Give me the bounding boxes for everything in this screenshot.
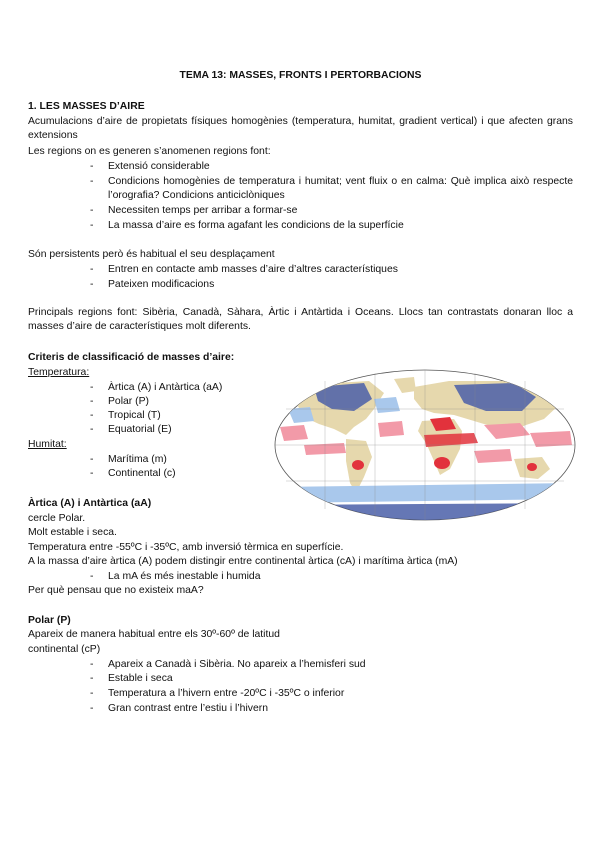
air-mass-mT-atlantic [378,421,404,437]
air-mass-mT-east [530,431,572,447]
polar-heading: Polar (P) [28,615,71,626]
bullet-dash: - [90,264,94,275]
air-mass-cT-southafrica [434,457,450,469]
bullet-dash: - [90,279,94,290]
air-mass-cT-australia [527,463,537,471]
air-mass-mT-south [474,449,512,463]
bullet-dash: - [90,205,94,216]
regions-intro: Les regions on es generen s’anomenen regions font: [28,146,271,157]
polar-line: Apareix de manera habitual entre els 30º-60º de latitud [28,629,280,640]
air-masses-world-map [274,369,576,521]
air-mass-mP-atlantic [374,397,400,413]
bullet-dash: - [90,659,94,670]
air-mass-cT-southamerica [352,460,364,470]
arctic-heading: Àrtica (A) i Antàrtica (aA) [28,498,152,509]
bullet-dash: - [90,571,94,582]
bullet-dash: - [90,161,94,172]
arctic-line: cercle Polar. [28,513,86,524]
bullet-dash: - [90,424,94,435]
bullet-dash: - [90,468,94,479]
bullet-dash: - [90,688,94,699]
list-item: - Condicions homogènies de temperatura i humitat; vent fluix o en calma: Què implica això respecte l’orografia? Condicions anticiclòniques [90,176,573,201]
humidity-label: Humitat: [28,439,67,450]
bullet-dash: - [90,673,94,684]
temperature-label: Temperatura: [28,367,90,378]
section-heading-masses-aire: 1. LES MASSES D’AIRE [28,101,145,112]
polar-line: continental (cP) [28,644,101,655]
intro-paragraph: Acumulacions d’aire de propietats físiques homogènies (temperatura, humitat, gradient vertical) i que afecten grans extensions [28,116,573,141]
arctic-line: Molt estable i seca. [28,527,117,538]
bullet-dash: - [90,396,94,407]
arctic-question: Per què pensau que no existeix maA? [28,585,204,596]
page-title: TEMA 13: MASSES, FRONTS I PERTORBACIONS [179,70,422,81]
bullet-dash: - [90,454,94,465]
arctic-line: Temperatura entre -55ºC i -35ºC, amb inversió tèrmica en superfície. [28,542,344,553]
bullet-dash: - [90,176,94,187]
bullet-dash: - [90,703,94,714]
bullet-dash: - [90,220,94,231]
bullet-dash: - [90,410,94,421]
arctic-line: A la massa d’aire àrtica (A) podem distingir entre continental àrtica (cA) i marítima àrtica (mA) [28,556,458,567]
bullet-dash: - [90,382,94,393]
criteria-heading: Criteris de classificació de masses d’aire: [28,352,235,363]
air-mass-mT-pacific [280,425,308,441]
principal-regions-paragraph: Principals regions font: Sibèria, Canadà, Sàhara, Àrtic i Antàrtida i Oceans. Llocs tan contrastats donaran lloc a masses d’aire de característiques molt diferents. [28,307,573,332]
persistent-paragraph: Són persistents però és habitual el seu desplaçament [28,249,275,260]
